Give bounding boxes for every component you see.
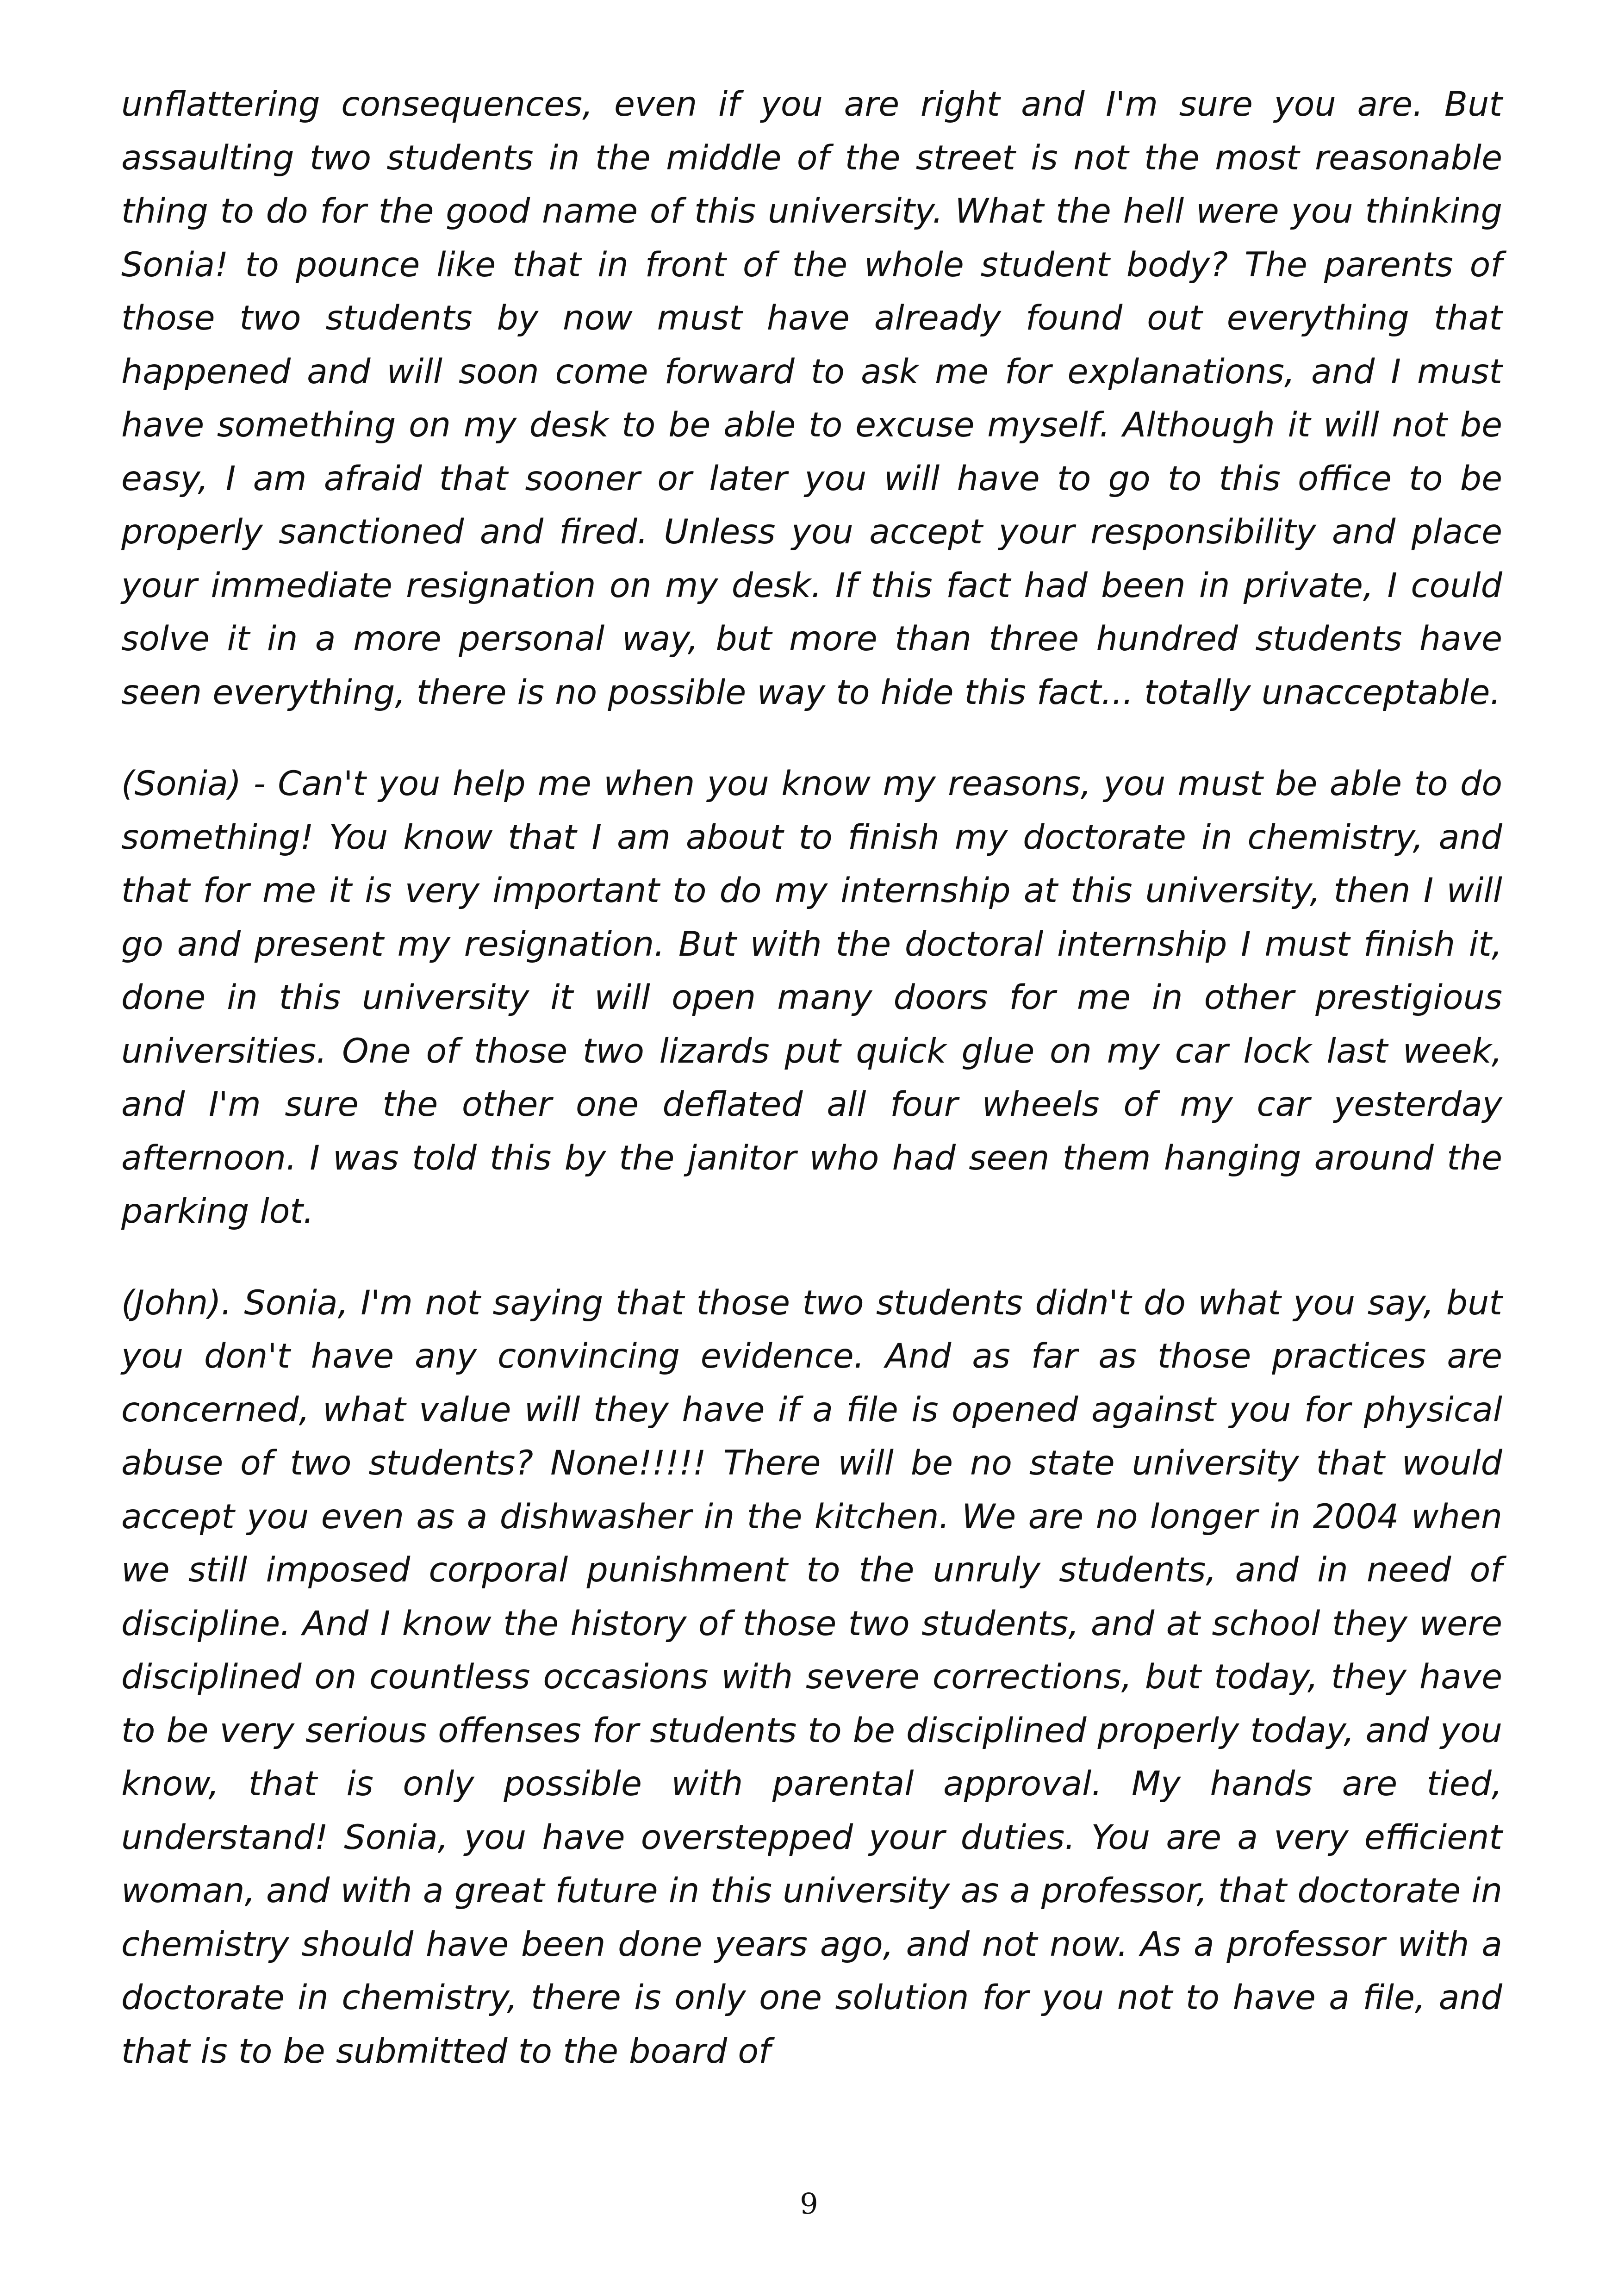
paragraph-john: (John). Sonia, I'm not saying that those two students didn't do what you say, but you don't have any convincing evidence. And as far as those practices are concerned, what value will they have if a file is opened against you for physical abuse of two students? None!!!!! There will be no state university that would accept you even as a dishwasher in the kitchen. We are no longer in 2004 when we still imposed corporal punishment to the unruly students, and in need of discipline. And I know the history of those two students, and at school they were disciplined on countless occasions with severe corrections, but today, they have to be very serious offenses for students to be disciplined properly today, and you know, that is only possible with parental approval. My hands are tied, understand! Sonia, you have overstepped your duties. You are a very efficient woman, and with a great future in this university as a professor, that doctorate in chemistry should have been done years ago, and not now. As a professor with a doctorate in chemistry, there is only one solution for you not to have a file, and that is to be submitted to the board of	[121, 1283, 1502, 2071]
body-text	[121, 78, 1502, 2078]
paragraph-sonia: (Sonia) - Can't you help me when you know my reasons, you must be able to do something! You know that I am about to finish my doctorate in chemistry, and that for me it is very important to do my internship at this university, then I will go and present my resignation. But with the doctoral internship I must finish it, done in this university it will open many doors for me in other prestigious universities. One of those two lizards put quick glue on my car lock last week, and I'm sure the other one deflated all four wheels of my car yesterday afternoon. I was told this by the janitor who had seen them hanging around the parking lot.	[121, 764, 1502, 1231]
paragraph-narration: unflattering consequences, even if you are right and I'm sure you are. But assaulting two students in the middle of the street is not the most reasonable thing to do for the good name of this university. What the hell were you thinking Sonia! to pounce like that in front of the whole student body? The parents of those two students by now must have already found out everything that happened and will soon come forward to ask me for explanations, and I must have something on my desk to be able to excuse myself. Although it will not be easy, I am afraid that sooner or later you will have to go to this office to be properly sanctioned and fired. Unless you accept your responsibility and place your immediate resignation on my desk. If this fact had been in private, I could solve it in a more personal way, but more than three hundred students have seen everything, there is no possible way to hide this fact... totally unacceptable.	[121, 85, 1502, 712]
page-number: 9	[800, 2187, 818, 2221]
